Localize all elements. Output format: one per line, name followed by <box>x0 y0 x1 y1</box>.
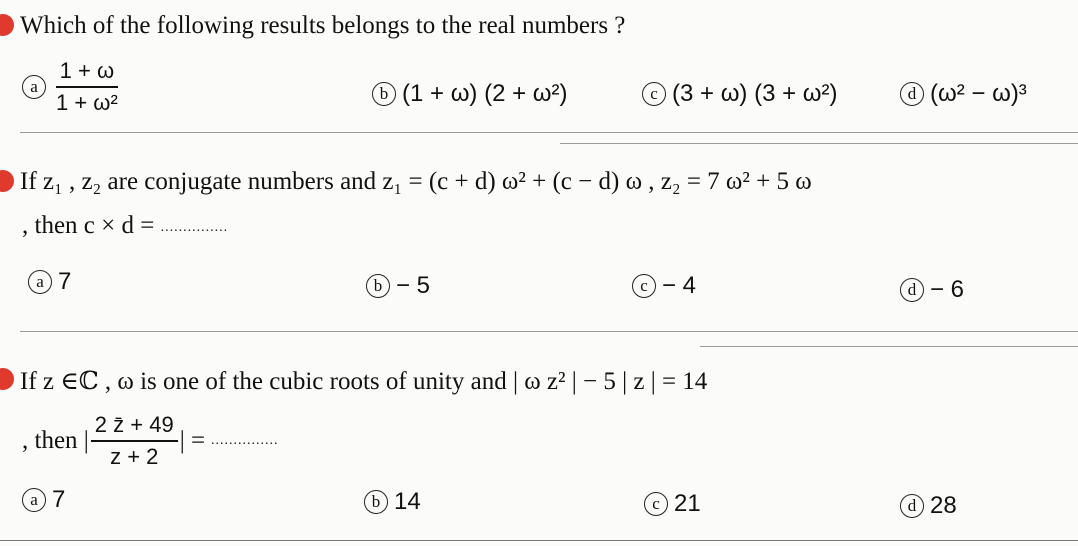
q2-option-c[interactable] <box>632 272 696 300</box>
q1-option-a-badge: a <box>22 75 46 99</box>
q1-option-c[interactable] <box>642 80 838 108</box>
question-3-denominator: z + 2 <box>110 444 159 469</box>
q3-option-d[interactable] <box>900 492 957 520</box>
q2-option-d-badge: d <box>900 278 924 302</box>
q3-option-d-text: 28 <box>930 492 957 519</box>
q3-option-b[interactable] <box>364 488 421 516</box>
question-3-fraction <box>91 412 178 470</box>
separator-1b <box>560 143 1078 144</box>
q3-option-a[interactable] <box>22 486 65 514</box>
separator-2 <box>20 331 1078 332</box>
q3-option-c-text: 21 <box>674 490 701 517</box>
question-3-followup-prefix: , then | <box>22 427 89 454</box>
separator-2b <box>700 346 1078 347</box>
q2-option-a-text: 7 <box>58 268 72 295</box>
q3-option-b-badge: b <box>364 490 388 514</box>
q2-option-b-text: − 5 <box>396 272 431 299</box>
q2-option-b-badge: b <box>366 274 390 298</box>
question-3-text: If z ∈ℂ , ω is one of the cubic roots of unity and | ω z² | − 5 | z | = 14 <box>20 368 708 395</box>
q2-option-c-text: − 4 <box>662 272 697 299</box>
q1-option-a[interactable] <box>22 58 122 116</box>
q3-option-a-text: 7 <box>52 486 66 513</box>
question-2-text: If z₁ , z₂ are conjugate numbers and z₁ = (c + d) ω² + (c − d) ω , z₂ = 7 ω² + 5 ω <box>20 168 812 195</box>
q1-option-b-text: (1 + ω) (2 + ω²) <box>402 80 568 107</box>
q3-option-a-badge: a <box>22 488 46 512</box>
q2-option-c-badge: c <box>632 274 656 298</box>
q1-option-c-badge: c <box>642 82 666 106</box>
question-3-numerator: 2 z̄ + 49 <box>91 412 178 442</box>
question-3-blank: ............... <box>211 433 279 448</box>
q2-option-a-badge: a <box>28 270 52 294</box>
q1-option-b[interactable] <box>372 80 568 108</box>
question-1-bullet-icon <box>0 14 14 36</box>
question-2-blank: ............... <box>160 220 229 235</box>
q2-option-b[interactable] <box>366 272 430 300</box>
q1-option-a-denominator: 1 + ω² <box>56 90 118 115</box>
question-1-text: Which of the following results belongs to the real numbers ? <box>20 12 626 39</box>
question-2-bullet-icon <box>0 170 14 192</box>
question-2-followup-label: , then c × d = <box>22 212 155 239</box>
q1-option-a-fraction <box>52 58 122 116</box>
q1-option-c-text: (3 + ω) (3 + ω²) <box>672 80 838 107</box>
q3-option-d-badge: d <box>900 494 924 518</box>
question-3-followup-suffix: | = <box>179 427 206 454</box>
q1-option-d[interactable] <box>900 80 1027 108</box>
question-2-followup <box>22 212 228 240</box>
q3-option-c-badge: c <box>644 492 668 516</box>
q1-option-b-badge: b <box>372 82 396 106</box>
question-3-bullet-icon <box>0 368 14 390</box>
separator-3 <box>0 540 1078 541</box>
q3-option-c[interactable] <box>644 490 701 518</box>
separator-1 <box>20 132 1078 133</box>
question-3-followup <box>22 412 279 470</box>
q2-option-a[interactable] <box>28 268 71 296</box>
q3-option-b-text: 14 <box>394 488 421 515</box>
q1-option-d-badge: d <box>900 82 924 106</box>
q2-option-d[interactable] <box>900 276 964 304</box>
q1-option-a-numerator: 1 + ω <box>56 58 118 88</box>
q1-option-d-text: (ω² − ω)³ <box>930 80 1027 107</box>
q2-option-d-text: − 6 <box>930 276 965 303</box>
